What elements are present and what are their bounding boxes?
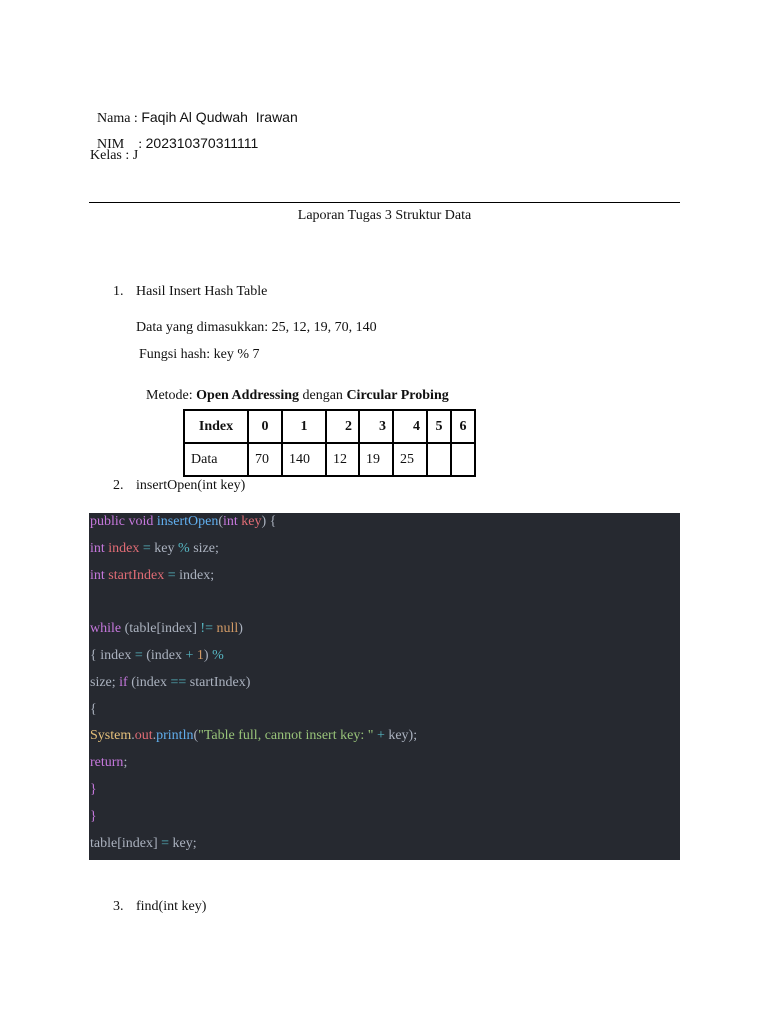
code-token: = [164,567,180,583]
code-token: != [200,621,213,637]
hash-table [183,409,476,477]
code-token: int [90,567,109,583]
method-line [139,375,449,403]
nama-value: Faqih Al Qudwah Irawan [141,109,298,125]
hash-function-line: Fungsi hash: key % 7 [139,347,260,362]
header-cell-2: 2 [326,410,359,443]
code-block [89,513,680,860]
code-token: if [119,674,128,690]
code-token: size; [189,540,219,556]
code-token: } [90,782,97,797]
code-line [90,569,214,583]
code-token: ) [238,621,243,637]
data-cell-4: 25 [393,443,427,476]
code-token: System [90,728,132,744]
kelas-line: Kelas : J [90,148,139,163]
section-2-number: 2. [113,478,124,493]
nim-value: 202310370311111 [145,135,259,151]
code-token: { [90,701,97,717]
code-token: int [90,540,109,556]
section-1-heading: Hasil Insert Hash Table [136,284,268,299]
code-token: ) { [261,514,277,529]
code-line [90,837,197,851]
code-token: "Table full, cannot insert key: " [198,728,374,744]
code-token: . [131,728,135,744]
nim-label: NIM : [97,137,146,152]
data-cell-0: 70 [248,443,282,476]
code-token: + [185,648,194,663]
data-cell-3: 19 [359,443,393,476]
code-token: = [139,540,155,556]
code-token: key; [169,835,197,851]
header-cell-6: 6 [451,410,475,443]
code-line [90,649,224,663]
code-token: public void [90,514,157,529]
code-token: out [134,728,153,744]
code-token: null [212,621,239,637]
code-line [90,515,276,529]
method-connector: dengan [299,388,347,403]
code-token: println [156,728,194,744]
code-token: . [152,728,157,744]
code-token: + [373,728,385,744]
code-token: startIndex [108,567,165,583]
code-token: while [90,621,122,637]
code-line [90,542,219,556]
method-label: Metode: [146,388,197,403]
code-token: key); [384,728,418,744]
data-cell-1: 140 [282,443,326,476]
data-cell-5 [427,443,451,476]
code-token: ( [193,728,199,744]
method-open-addressing: Open Addressing [196,388,299,403]
nama-label: Nama : [97,111,142,126]
code-token: index; [179,567,215,583]
data-line: Data yang dimasukkan: 25, 12, 19, 70, 140 [136,320,377,335]
code-token: (index [142,648,186,663]
hash-table-data-row [184,443,475,476]
data-cell-6 [451,443,475,476]
code-line [90,756,127,770]
code-token: = [134,648,143,663]
code-token: size; [90,674,120,690]
header-cell-1: 1 [282,410,326,443]
section-2-heading: insertOpen(int key) [136,478,246,493]
code-token: ) [203,648,213,663]
header-cell-index: Index [184,410,248,443]
header-cell-5: 5 [427,410,451,443]
code-token: ; [123,755,128,771]
section-3-heading: find(int key) [136,899,207,914]
section-3-number: 3. [113,899,124,914]
code-line [90,703,97,717]
code-token: (index [127,674,171,690]
page-title: Laporan Tugas 3 Struktur Data [297,208,472,223]
code-token: % [178,540,190,556]
code-token: % [212,648,224,663]
code-token: key [154,540,179,556]
method-circular-probing: Circular Probing [346,388,449,403]
code-token: key [241,514,262,529]
code-line [90,810,97,824]
code-line [90,676,250,690]
data-cell-2: 12 [326,443,359,476]
header-cell-4: 4 [393,410,427,443]
code-token: table[index] [90,835,162,851]
code-token: index [108,540,140,556]
code-token: == [170,674,187,690]
code-token: startIndex) [186,674,251,690]
header-cell-0: 0 [248,410,282,443]
code-token: ( [218,514,223,529]
code-line [90,783,97,797]
code-token: { index [90,648,135,663]
code-token: insertOpen [156,514,219,529]
section-1-number: 1. [113,284,124,299]
data-cell-label: Data [184,443,248,476]
code-line [90,729,417,743]
hash-table-header-row [184,410,475,443]
code-token: int [223,514,242,529]
code-token: (table[index] [121,621,201,637]
horizontal-rule [89,202,680,203]
code-token: 1 [193,648,204,663]
code-token: return [90,755,124,771]
code-line [90,622,243,636]
code-token: } [90,808,97,824]
header-cell-3: 3 [359,410,393,443]
code-token: = [161,835,170,851]
